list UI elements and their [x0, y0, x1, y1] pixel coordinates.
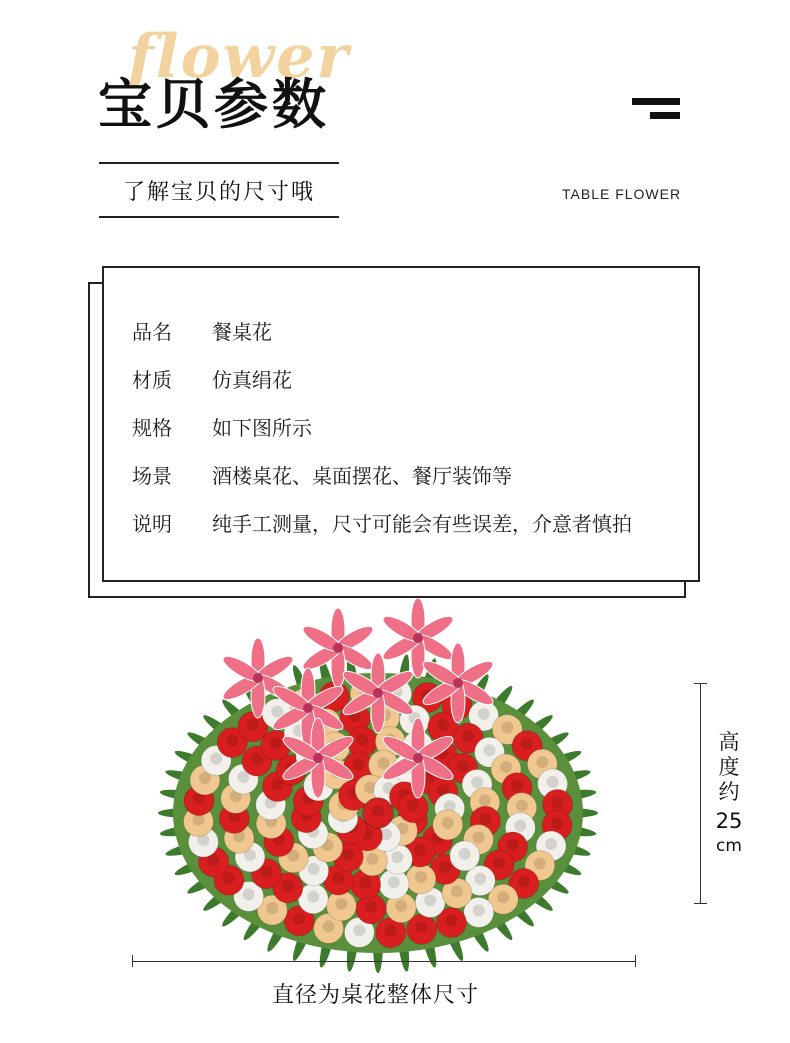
- height-measure-cap-top: [694, 683, 707, 684]
- menu-icon: [632, 98, 680, 124]
- spec-key: 品名: [132, 320, 172, 344]
- height-char: 度: [718, 755, 740, 779]
- watermark-text: flower: [128, 22, 351, 92]
- spec-key: 说明: [132, 512, 172, 536]
- spec-row-size: [132, 412, 312, 441]
- height-char: 约: [718, 780, 740, 804]
- spec-key: 规格: [132, 416, 172, 440]
- spec-value: 纯手工测量，尺寸可能会有些误差，介意者慎拍: [212, 512, 632, 536]
- height-char: 高: [718, 730, 740, 754]
- diameter-measure-cap-right: [635, 955, 636, 967]
- subtitle: 了解宝贝的尺寸哦: [99, 162, 339, 218]
- diameter-measure-cap-left: [132, 955, 133, 967]
- height-measure-cap-bottom: [694, 903, 707, 904]
- diameter-measure-line: [132, 961, 636, 962]
- spec-value: 酒楼桌花、桌面摆花、餐厅装饰等: [212, 464, 512, 488]
- height-unit: cm: [716, 836, 742, 856]
- spec-value: 仿真绢花: [212, 368, 292, 392]
- spec-row-note: [132, 508, 632, 537]
- height-value: 25: [715, 809, 743, 833]
- spec-value: 餐桌花: [212, 320, 272, 344]
- diameter-label: 直径为桌花整体尺寸: [272, 983, 480, 1008]
- height-measure-line: [700, 683, 701, 903]
- english-label: TABLE FLOWER: [562, 186, 682, 202]
- spec-row-name: [132, 316, 272, 345]
- flower-arrangement-image: [128, 598, 628, 978]
- spec-row-scene: [132, 460, 512, 489]
- height-label: [712, 730, 746, 859]
- spec-value: 如下图所示: [212, 416, 312, 440]
- page-title: 宝贝参数: [98, 73, 330, 136]
- spec-key: 场景: [132, 464, 172, 488]
- spec-key: 材质: [132, 368, 172, 392]
- spec-row-material: [132, 364, 292, 393]
